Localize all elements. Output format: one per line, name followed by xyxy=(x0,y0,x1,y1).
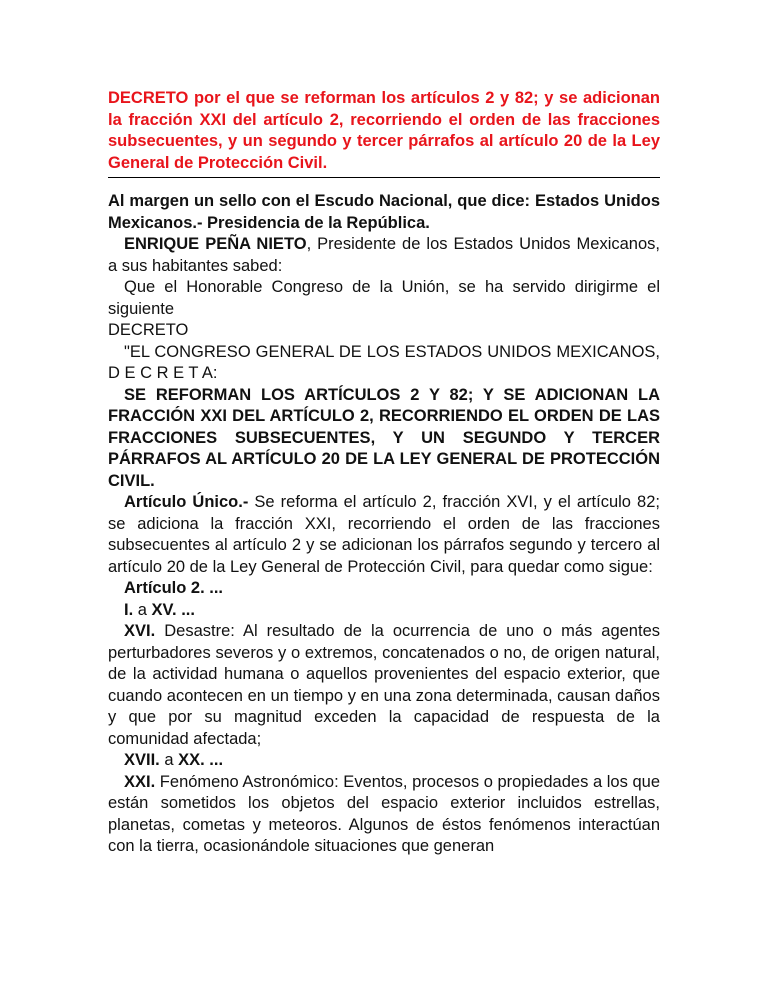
decree-title: DECRETO por el que se reforman los artículos 2 y 82; y se adicionan la fracción XXI del artículo 2, recorriendo el orden de las fracciones subsecuentes, y un segundo y tercer párrafos al artículo 20 de la Ley General de Protección Civil. xyxy=(108,88,660,178)
fraccion-xxi-paragraph xyxy=(108,772,660,858)
fraccion-range-xvii-xx xyxy=(108,750,660,772)
president-text: , Presidente de los Estados Unidos Mexicanos, a sus habitantes sabed: xyxy=(108,235,660,275)
fraccion-from: XVII. xyxy=(124,751,160,769)
president-name: ENRIQUE PEÑA NIETO xyxy=(124,235,307,253)
congress-intro: Que el Honorable Congreso de la Unión, se ha servido dirigirme el siguiente xyxy=(108,278,660,318)
fraccion-xxi-label: XXI. xyxy=(124,772,156,791)
seal-statement: Al margen un sello con el Escudo Nacional, que dice: Estados Unidos Mexicanos.- Presidencia de la República. xyxy=(108,192,660,232)
president-paragraph xyxy=(108,234,660,277)
fraccion-range-i-xv xyxy=(108,600,660,622)
decreto-heading: DECRETO xyxy=(108,321,189,339)
reform-heading: SE REFORMAN LOS ARTÍCULOS 2 Y 82; Y SE ADICIONAN LA FRACCIÓN XXI DEL ARTÍCULO 2, RECORRIENDO EL ORDEN DE LAS FRACCIONES SUBSECUENTES, Y UN SEGUNDO Y TERCER PÁRRAFOS AL ARTÍCULO 20 DE LA LEY GENERAL DE PROTECCIÓN CIVIL. xyxy=(108,385,660,490)
articulo-2-heading: Artículo 2. ... xyxy=(124,579,224,597)
document-body xyxy=(108,88,660,858)
articulo-unico-text: Se reforma el artículo 2, fracción XVI, y el artículo 82; se adiciona la fracción XXI, recorriendo el orden de las fracciones subsecuentes al artículo 2 y se adicionan los párrafos segundo y tercero al artículo 20 de la Ley General de Protección Civil, para quedar como sigue: xyxy=(108,493,660,576)
congress-decree: "EL CONGRESO GENERAL DE LOS ESTADOS UNIDOS MEXICANOS, D E C R E T A: xyxy=(108,342,660,382)
fraccion-to: XV. ... xyxy=(151,600,195,619)
fraccion-xvi-paragraph xyxy=(108,621,660,750)
fraccion-xvi-text: Desastre: Al resultado de la ocurrencia de uno o más agentes perturbadores severos y o extremos, concatenados o no, de origen natural, de la actividad humana o aquellos provenientes del espacio exterior, que cuando acontecen en un tiempo y en una zona determinada, causan daños y que por su magnitud exceden la capacidad de respuesta de la comunidad afectada; xyxy=(108,622,660,748)
fraccion-xxi-text: Fenómeno Astronómico: Eventos, procesos o propiedades a los que están sometidos los objetos del espacio exterior incluidos estrellas, planetas, cometas y meteoros. Algunos de éstos fenómenos interactúan con la tierra, ocasionándole situaciones que generan xyxy=(108,772,660,855)
articulo-unico-paragraph xyxy=(108,492,660,578)
fraccion-connector: a xyxy=(159,751,179,769)
fraccion-xvi-label: XVI. xyxy=(124,622,156,640)
articulo-unico-label: Artículo Único.- xyxy=(124,493,249,511)
fraccion-to: XX. ... xyxy=(178,751,224,769)
fraccion-connector: a xyxy=(133,600,152,619)
fraccion-from: I. xyxy=(124,600,134,619)
